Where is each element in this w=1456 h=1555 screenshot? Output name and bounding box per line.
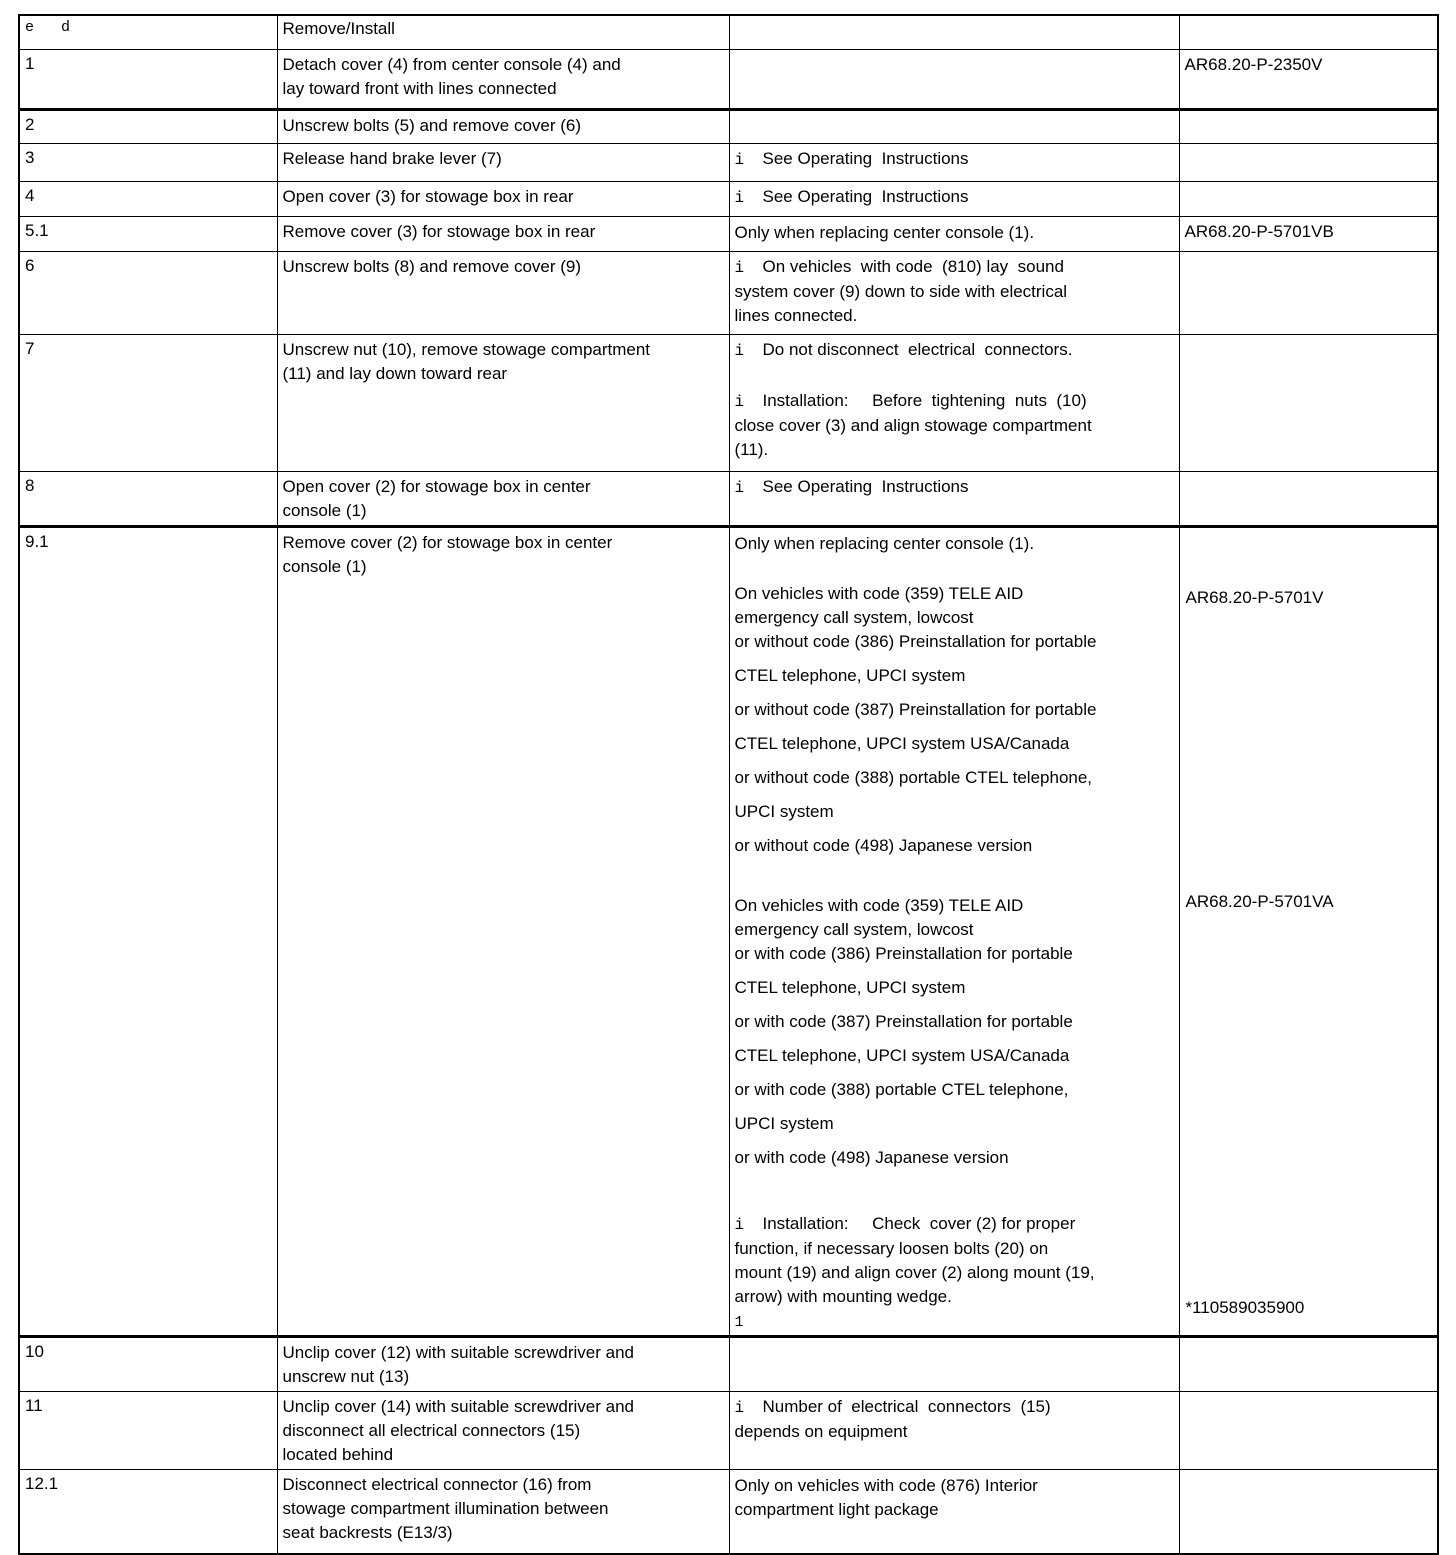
note-line: mount (19) and align cover (2) along mount (19, [734,1262,1095,1282]
table-row [19,49,1438,109]
instruction-cell [277,143,729,181]
note-line: or without code (386) Preinstallation for portable [734,631,1097,651]
instruction-cell [277,1336,729,1391]
instruction-line: console (1) [282,500,367,520]
notes-cell [729,251,1179,334]
doc-ref: AR68.20-P-5701VB [1184,221,1334,241]
step-cell [19,1336,277,1391]
note-block [735,338,1174,363]
note-line [735,389,1174,414]
table-row [19,181,1438,216]
text-block [735,1078,1174,1102]
doc-ref: *110589035900 [1185,1297,1305,1317]
table-row [19,143,1438,181]
instruction-line: Open cover (2) for stowage box in center [282,476,591,496]
note-line: or without code (387) Preinstallation for portable [734,699,1097,719]
note-line: CTEL telephone, UPCI system [734,665,966,685]
header-title-cell [277,15,729,49]
ref-cell [1179,49,1438,109]
step-cell [19,1469,277,1554]
text-block [735,698,1174,722]
text-block [735,664,1174,688]
text-block [735,834,1174,858]
ref-cell [1179,251,1438,334]
footnote-marker [735,1313,1174,1333]
note-line [735,147,1174,172]
header-icons-cell [19,15,277,49]
instruction-line: Disconnect electrical connector (16) from [282,1474,592,1494]
instruction-line: Unscrew bolts (8) and remove cover (9) [282,256,582,276]
note-block [735,1212,1174,1309]
note-line [735,475,1174,500]
header-notes-cell [729,15,1179,49]
notes-cell [729,109,1179,143]
table-header-row [19,15,1438,49]
ref-cell [1179,1469,1438,1554]
info-icon: i [734,1215,745,1234]
instruction-cell [277,1469,729,1554]
note-line [735,185,1174,210]
notes-cell [729,181,1179,216]
note-line: or without code (498) Japanese version [734,835,1033,855]
instruction-line: stowage compartment illumination between [282,1498,609,1518]
ref-cell [1179,526,1438,1336]
table-row [19,1336,1438,1391]
step-cell [19,143,277,181]
instruction-line: Detach cover (4) from center console (4) and [282,54,621,74]
info-icon: i [734,392,745,411]
note-line: compartment light package [734,1499,939,1519]
ref-cell [1179,109,1438,143]
info-icon: i [734,478,745,497]
note-line [735,1395,1174,1420]
text-block [735,732,1174,756]
notes-cell [729,334,1179,471]
instruction-cell [277,471,729,526]
instruction-line: seat backrests (E13/3) [282,1522,453,1542]
note-block [735,147,1174,172]
procedure-table [18,14,1439,1555]
instruction-cell [277,526,729,1336]
instruction-line: located behind [282,1444,394,1464]
note-line: CTEL telephone, UPCI system [734,977,966,997]
note-block [735,389,1174,462]
instruction-cell [277,216,729,251]
text-block [735,532,1174,556]
step-number: 11 [25,1395,43,1415]
step-number: 6 [25,255,35,275]
step-cell [19,471,277,526]
info-icon: i [734,188,745,207]
step-cell [19,334,277,471]
notes-cell [729,1391,1179,1469]
note-line: or with code (386) Preinstallation for portable [734,943,1073,963]
note-text: Installation: Before tightening nuts (10) [762,390,1087,410]
table-row [19,334,1438,471]
instruction-line: Release hand brake lever (7) [282,148,502,168]
note-line: CTEL telephone, UPCI system USA/Canada [734,1045,1070,1065]
note-line: depends on equipment [734,1421,908,1441]
note-line: function, if necessary loosen bolts (20) on [734,1238,1049,1258]
note-line: Only when replacing center console (1). [734,533,1035,553]
note-text: Number of electrical connectors (15) [762,1396,1051,1416]
instruction-line: Unscrew nut (10), remove stowage compartment [282,339,651,359]
instruction-line: disconnect all electrical connectors (15) [282,1420,581,1440]
note-line: lines connected. [734,305,858,325]
note-line: Only when replacing center console (1). [734,222,1035,242]
ref-cell [1179,334,1438,471]
text-block [735,221,1174,245]
header-icons-label: e d [25,19,71,36]
note-line [735,255,1174,280]
note-block [735,255,1174,328]
step-cell [19,526,277,1336]
note-text: See Operating Instructions [762,186,969,206]
ref-cell [1179,181,1438,216]
note-line [735,338,1174,363]
note-line: or with code (387) Preinstallation for portable [734,1011,1073,1031]
note-line: UPCI system [734,1113,834,1133]
ref-cell [1179,1336,1438,1391]
table-row [19,526,1438,1336]
step-number: 7 [25,338,35,358]
ref-cell [1179,471,1438,526]
text-block [735,894,1174,966]
note-text: On vehicles with code (810) lay sound [762,256,1064,276]
step-number: 2 [25,114,35,134]
text-block [735,800,1174,824]
info-icon: i [734,258,745,277]
note-line: or with code (388) portable CTEL telephone, [734,1079,1069,1099]
step-cell [19,216,277,251]
instruction-line: unscrew nut (13) [282,1366,410,1386]
note-line [735,1212,1174,1237]
notes-cell [729,526,1179,1336]
step-number: 3 [25,147,35,167]
step-number: 8 [25,475,35,495]
notes-cell [729,1469,1179,1554]
step-cell [19,49,277,109]
step-number: 5.1 [25,220,49,240]
doc-ref: AR68.20-P-5701VA [1185,891,1334,911]
note-line: CTEL telephone, UPCI system USA/Canada [734,733,1070,753]
instruction-line: Remove cover (2) for stowage box in center [282,532,613,552]
text-block [735,1044,1174,1068]
step-number: 1 [25,53,35,73]
doc-ref: AR68.20-P-5701V [1185,587,1324,607]
info-icon: i [734,341,745,360]
step-cell [19,181,277,216]
instruction-cell [277,109,729,143]
note-line: On vehicles with code (359) TELE AID [734,895,1024,915]
instruction-line: Unclip cover (12) with suitable screwdriver and [282,1342,634,1362]
instruction-cell [277,181,729,216]
note-line: (11). [734,439,769,459]
table-row [19,251,1438,334]
table-row [19,216,1438,251]
instruction-cell [277,334,729,471]
instruction-line: Unclip cover (14) with suitable screwdriver and [282,1396,634,1416]
note-text: See Operating Instructions [762,148,969,168]
table-row [19,1391,1438,1469]
instruction-cell [277,49,729,109]
notes-cell [729,49,1179,109]
notes-cell [729,143,1179,181]
note-block [735,185,1174,210]
instruction-cell [277,1391,729,1469]
doc-ref: AR68.20-P-2350V [1184,54,1323,74]
note-line: UPCI system [734,801,834,821]
header-ref-cell [1179,15,1438,49]
note-line: emergency call system, lowcost [734,607,974,627]
ref-cell [1179,1391,1438,1469]
step-cell [19,109,277,143]
note-line: emergency call system, lowcost [734,919,974,939]
info-icon: i [734,150,745,169]
step-cell [19,251,277,334]
note-line: system cover (9) down to side with electrical [734,281,1068,301]
text-block [735,1010,1174,1034]
step-number: 4 [25,185,35,205]
instruction-cell [277,251,729,334]
note-text: Installation: Check cover (2) for proper [762,1213,1076,1233]
instruction-line: Unscrew bolts (5) and remove cover (6) [282,115,582,135]
procedure-table-body [19,15,1438,1554]
table-row [19,471,1438,526]
step-cell [19,1391,277,1469]
notes-cell [729,1336,1179,1391]
instruction-line: console (1) [282,556,367,576]
ref-cell [1179,143,1438,181]
text-block [735,1146,1174,1170]
text-block [735,1112,1174,1136]
note-text: See Operating Instructions [762,476,969,496]
instruction-line: Open cover (3) for stowage box in rear [282,186,574,206]
instruction-line: (11) and lay down toward rear [282,363,508,383]
step-number: 9.1 [25,531,49,551]
note-line: On vehicles with code (359) TELE AID [734,583,1024,603]
note-block [735,1395,1174,1444]
note-text: Do not disconnect electrical connectors. [762,339,1073,359]
instruction-line: Remove cover (3) for stowage box in rear [282,221,596,241]
step-number: 10 [25,1341,44,1361]
note-line: 1 [734,1313,744,1331]
note-line: or without code (388) portable CTEL telephone, [734,767,1093,787]
text-block [735,1474,1174,1522]
text-block [735,976,1174,1000]
notes-cell [729,471,1179,526]
ref-cell [1179,216,1438,251]
note-line: or with code (498) Japanese version [734,1147,1009,1167]
table-row [19,1469,1438,1554]
note-line: arrow) with mounting wedge. [734,1286,952,1306]
note-line: close cover (3) and align stowage compartment [734,415,1092,435]
table-title: Remove/Install [282,19,395,38]
info-icon: i [734,1398,745,1417]
text-block [735,582,1174,654]
note-line: Only on vehicles with code (876) Interior [734,1475,1038,1495]
table-row [19,109,1438,143]
step-number: 12.1 [25,1473,59,1493]
notes-cell [729,216,1179,251]
note-block [735,475,1174,500]
instruction-line: lay toward front with lines connected [282,78,557,98]
text-block [735,766,1174,790]
